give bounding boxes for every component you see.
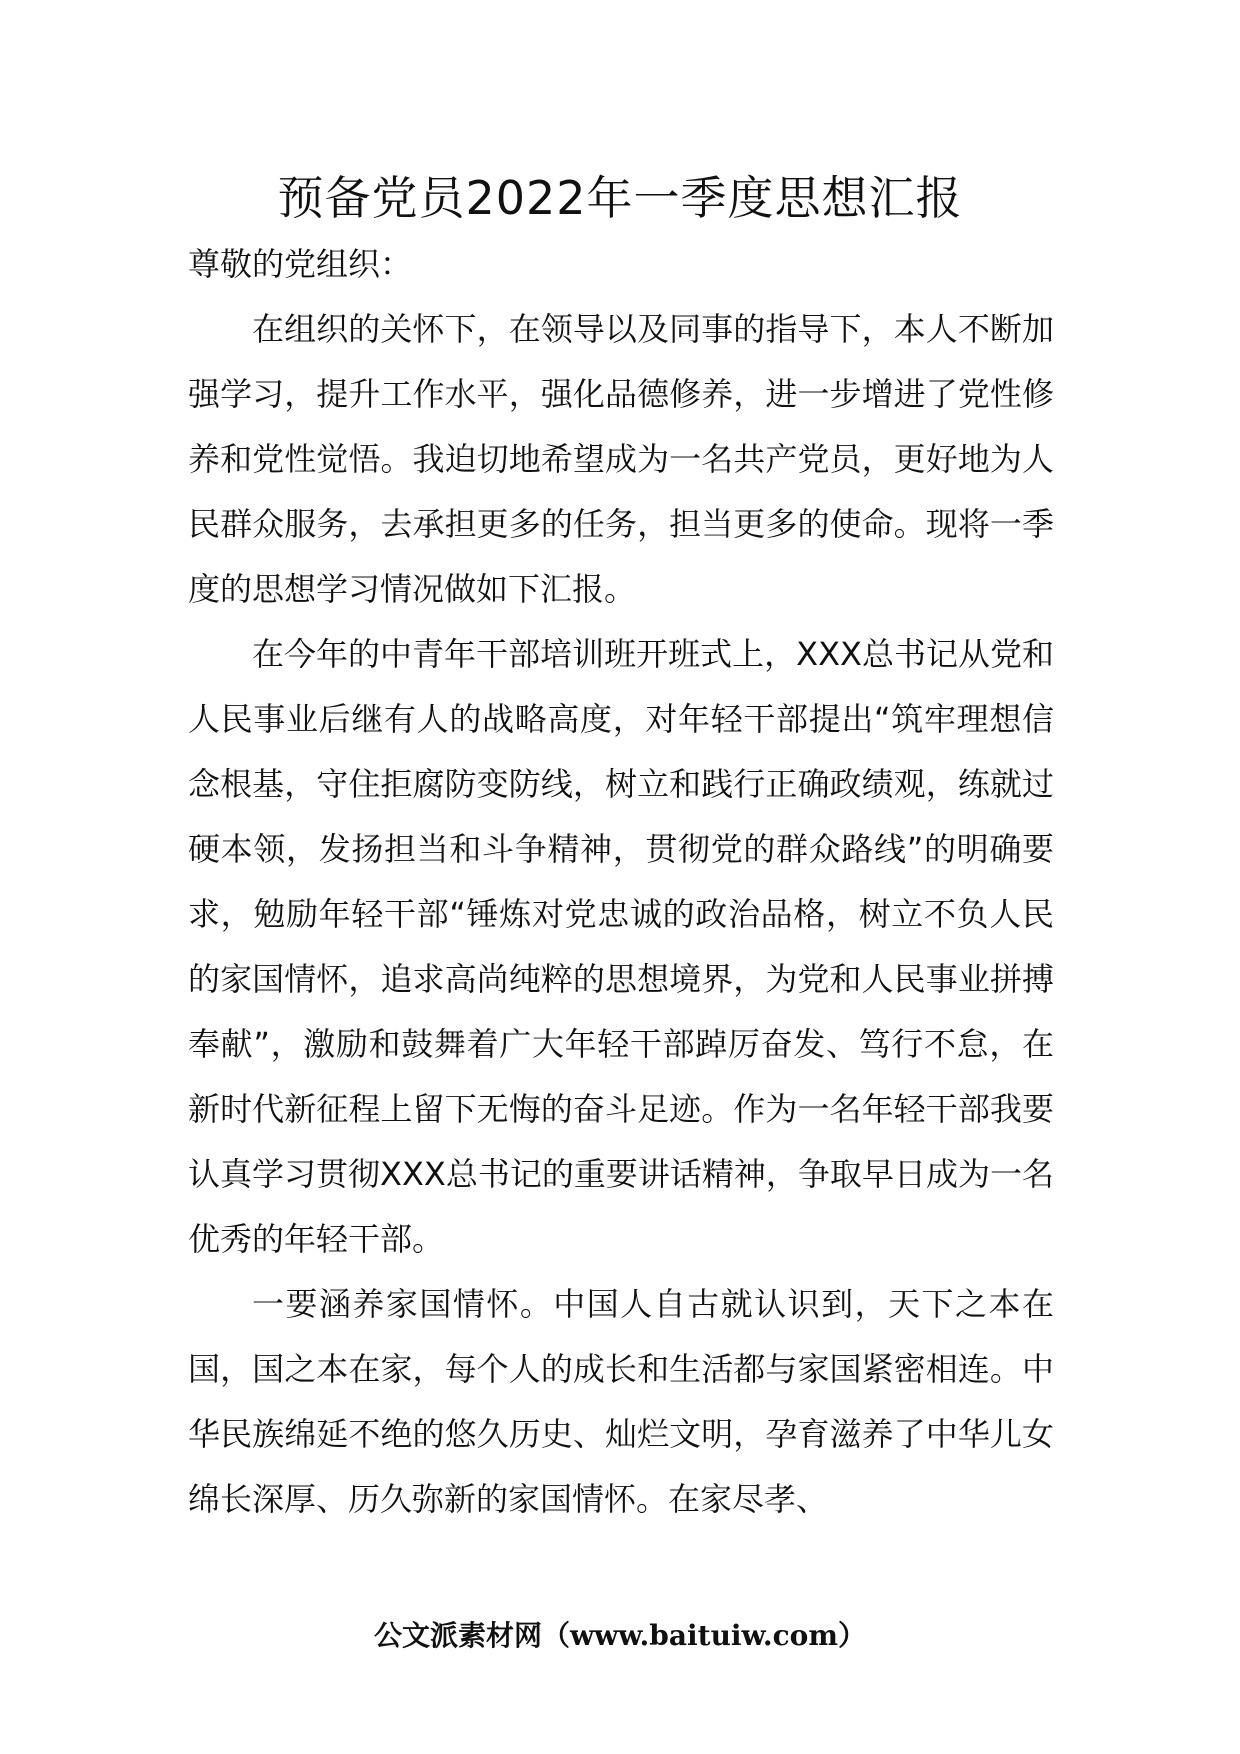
document-body (188, 232, 1054, 1532)
paragraph-training: 在今年的中青年干部培训班开班式上，XXX总书记从党和人民事业后继有人的战略高度，对年轻干部提出“筑牢理想信念根基，守住拒腐防变防线，树立和践行正确政绩观，练就过硬本领，发扬担当和斗争精神，贯彻党的群众路线”的明确要求，勉励年轻干部“锤炼对党忠诚的政治品格，树立不负人民的家国情怀，追求高尚纯粹的思想境界，为党和人民事业拼搏奉献”，激励和鼓舞着广大年轻干部踔厉奋发、笃行不怠，在新时代新征程上留下无悔的奋斗足迹。作为一名年轻干部我要认真学习贯彻XXX总书记的重要讲话精神，争取早日成为一名优秀的年轻干部。 (188, 635, 1054, 1258)
paragraph-intro: 在组织的关怀下，在领导以及同事的指导下，本人不断加强学习，提升工作水平，强化品德修养，进一步增进了党性修养和党性觉悟。我迫切地希望成为一名共产党员，更好地为人民群众服务，去承担更多的任务，担当更多的使命。现将一季度的思想学习情况做如下汇报。 (188, 310, 1054, 608)
paragraph-family-country: 一要涵养家国情怀。中国人自古就认识到，天下之本在国，国之本在家，每个人的成长和生活都与家国紧密相连。中华民族绵延不绝的悠久历史、灿烂文明，孕育滋养了中华儿女绵长深厚、历久弥新的家国情怀。在家尽孝、 (188, 1285, 1054, 1518)
footer-watermark: 公文派素材网（www.baituiw.com） (374, 1619, 866, 1652)
greeting-line: 尊敬的党组织： (188, 245, 413, 283)
document-title: 预备党员2022年一季度思想汇报 (277, 171, 963, 225)
